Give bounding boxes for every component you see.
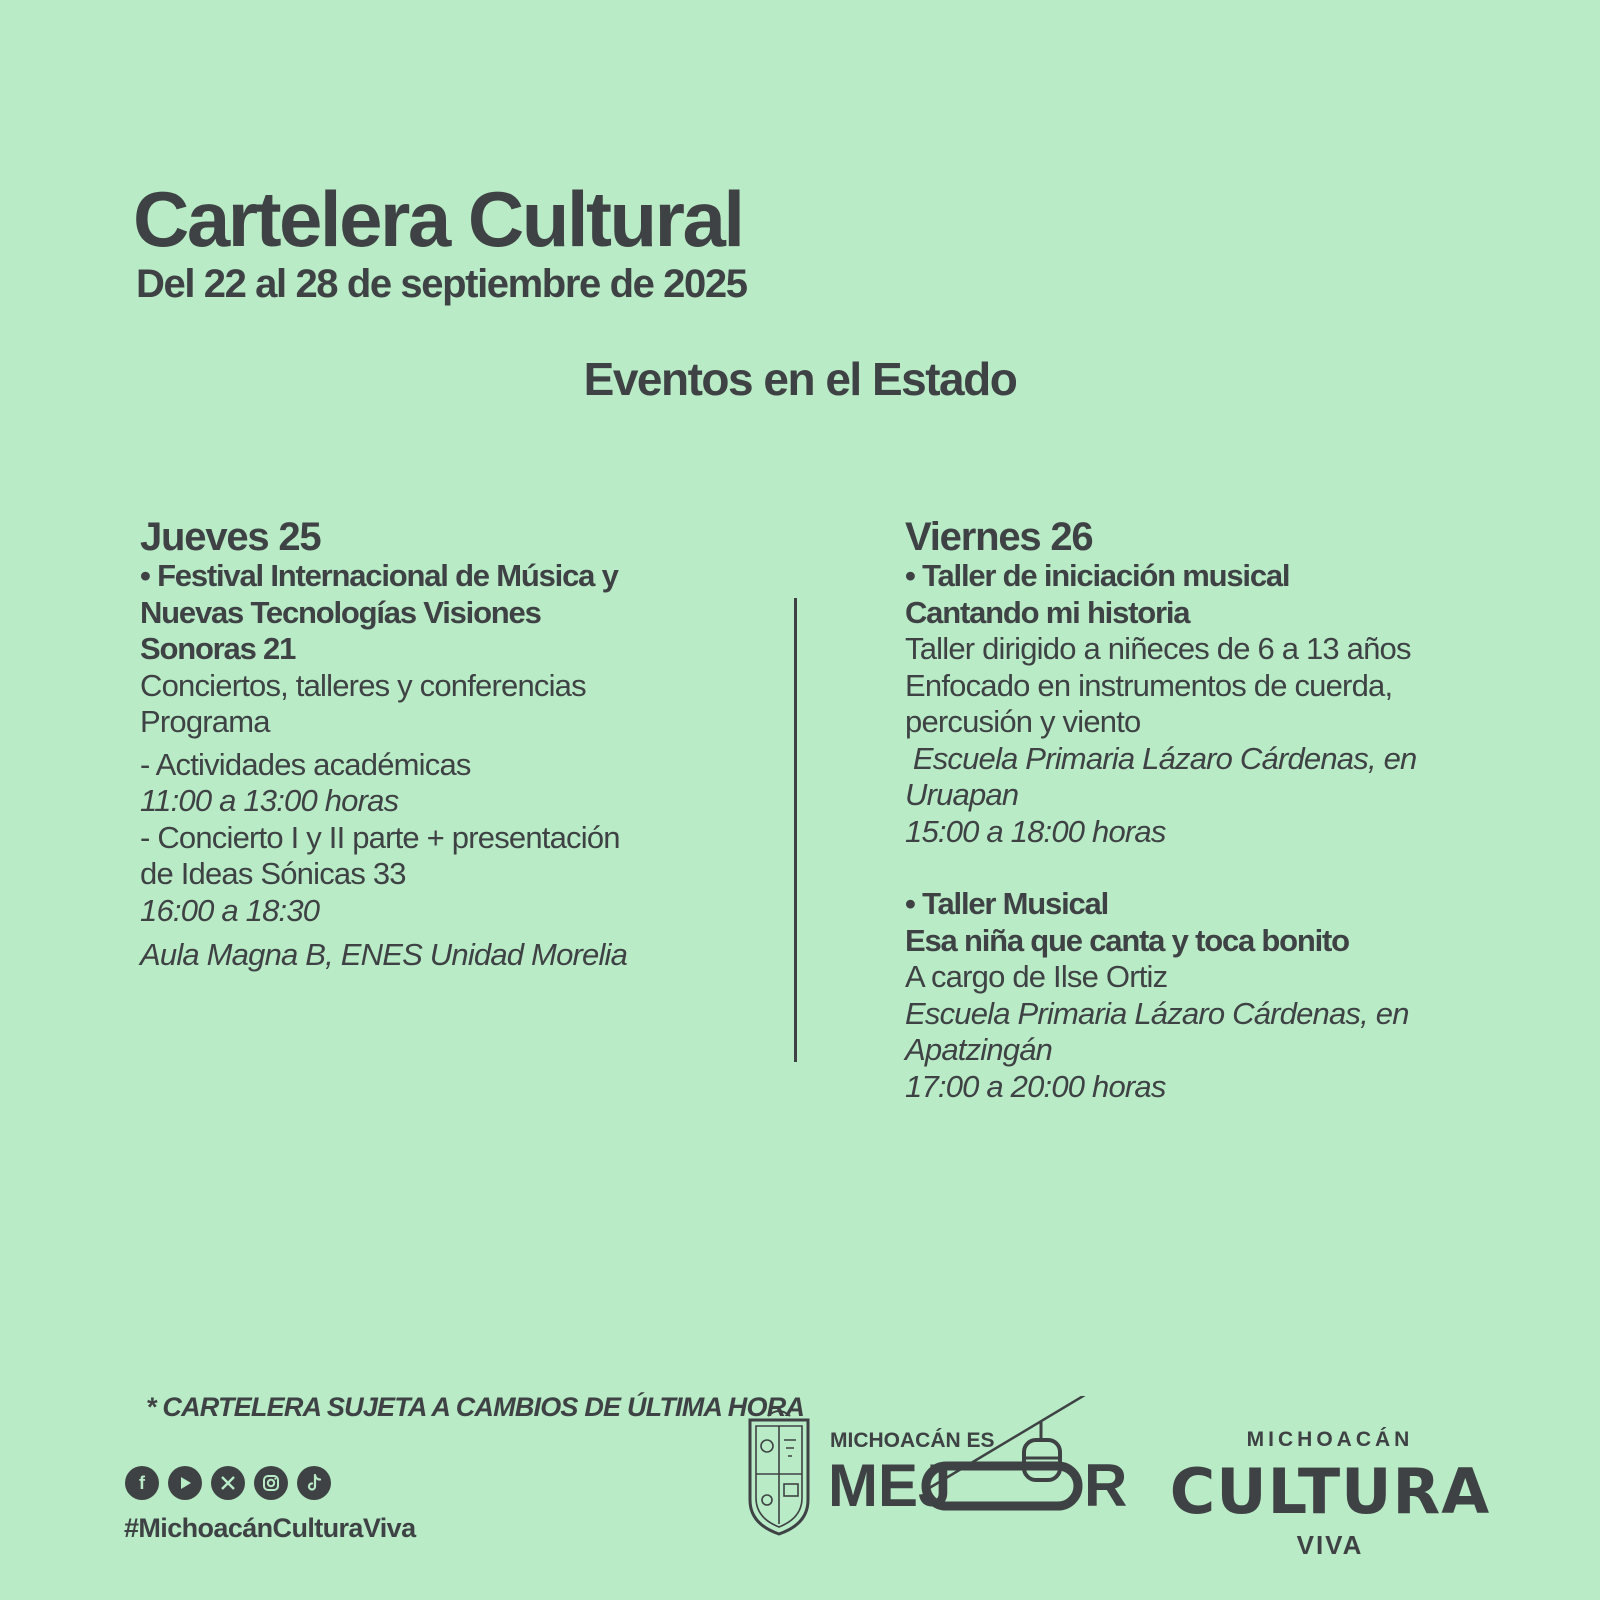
event-venue: Apatzingán [905,1032,1053,1067]
event-description: percusión y viento [905,704,1141,739]
event-time: 17:00 a 20:00 horas [905,1068,1166,1104]
logo-top-text: MICHOACÁN [1246,1428,1414,1451]
logo-line2-end: R [1084,1452,1128,1519]
event-description: Enfocado en instrumentos de cuerda, [905,667,1393,703]
date-range: Del 22 al 28 de septiembre de 2025 [136,262,747,306]
logo-bottom-text: VIVA [1296,1530,1364,1560]
logo-line2: MEJ [828,1452,952,1519]
day-heading: Jueves 25 [140,515,321,559]
michoacan-es-mejor-logo [748,1396,1128,1546]
event-venue: Escuela Primaria Lázaro Cárdenas, en [905,740,1417,776]
event-description: Taller dirigido a niñeces de 6 a 13 años [905,631,1411,666]
activity-item: - Concierto I y II parte + presentación [140,819,620,855]
logo-line1: MICHOACÁN ES [830,1429,995,1452]
instagram-icon[interactable] [254,1466,288,1500]
x-icon[interactable] [211,1466,245,1500]
thursday-column [140,516,780,974]
day-heading: Viernes 26 [905,515,1093,559]
event-title-line: • Taller Musical [905,886,1108,921]
activity-item: - Actividades académicas [140,746,471,782]
activity-time: 11:00 a 13:00 horas [140,783,399,818]
event-description: A cargo de Ilse Ortiz [905,959,1168,994]
event-title-line: • Taller de iniciación musical [905,558,1290,593]
event-venue: Aula Magna B, ENES Unidad Morelia [140,937,628,972]
friday-column [905,516,1565,1105]
event-title-line: • Festival Internacional de Música y [140,558,618,593]
disclaimer: * CARTELERA SUJETA A CAMBIOS DE ÚLTIMA HORA [146,1392,805,1422]
event-title-line: Esa niña que canta y toca bonito [905,922,1349,958]
social-icons [125,1466,331,1500]
activity-time: 16:00 a 18:30 [140,892,320,928]
event-title-line: Nuevas Tecnologías Visiones [140,594,541,630]
event-time: 15:00 a 18:00 horas [905,813,1166,849]
logo-graphic [748,1396,1128,1546]
event-title-line: Cantando mi historia [905,594,1190,630]
tiktok-icon[interactable] [297,1466,331,1500]
activity-item: de Ideas Sónicas 33 [140,856,406,891]
event-description: Programa [140,704,270,739]
event-venue: Uruapan [905,777,1019,812]
hashtag: #MichoacánCulturaViva [124,1513,416,1543]
youtube-icon[interactable] [168,1466,202,1500]
event-description: Conciertos, talleres y conferencias [140,667,586,703]
column-divider [794,598,797,1062]
michoacan-cultura-viva-logo [1165,1430,1495,1560]
facebook-icon[interactable]: f [125,1466,159,1500]
page-title: Cartelera Cultural [133,175,743,263]
event-venue: Escuela Primaria Lázaro Cárdenas, en [905,995,1409,1031]
event-title-line: Sonoras 21 [140,631,296,666]
section-heading: Eventos en el Estado [583,353,1017,405]
logo-main-text: CULTURA [1169,1455,1491,1528]
